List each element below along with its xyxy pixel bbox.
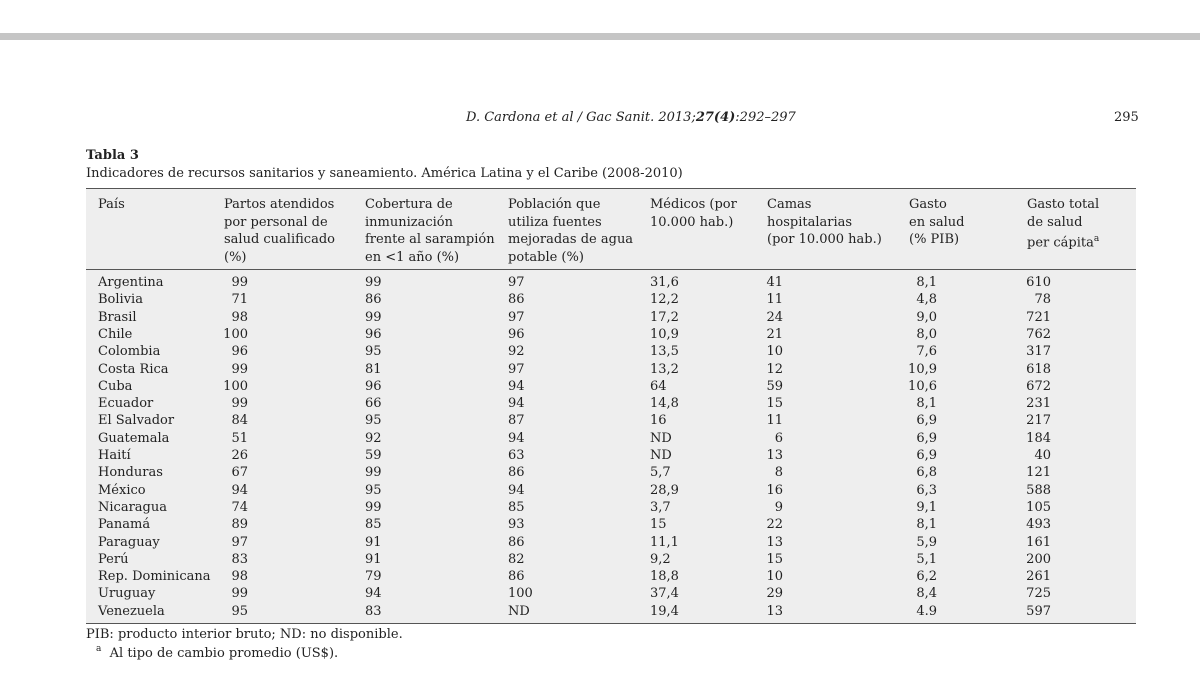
header-improved-water — [508, 196, 633, 266]
value-cell: 59 — [766, 378, 783, 394]
country-cell: Chile — [98, 326, 133, 342]
table-row — [86, 326, 1136, 343]
table-row — [86, 274, 1136, 291]
value-cell: 6,9 — [916, 430, 937, 446]
value-cell: 86 — [508, 292, 525, 308]
country-cell: Haití — [98, 448, 131, 463]
value-cell: 28,9 — [650, 482, 679, 498]
value-cell: 83 — [231, 551, 248, 567]
value-cell: ND — [508, 603, 530, 619]
country-cell: Cuba — [98, 378, 133, 394]
header-country — [98, 196, 125, 214]
value-cell: 12,2 — [650, 292, 679, 308]
table-row — [86, 378, 1136, 395]
header-line: Cobertura de — [365, 197, 453, 212]
header-line: (% PIB) — [909, 232, 960, 247]
value-cell: 610 — [1026, 275, 1051, 290]
value-cell: 105 — [1026, 499, 1051, 515]
header-rule — [86, 269, 1136, 270]
value-cell: 8,0 — [916, 326, 937, 342]
header-health-spending-gdp — [909, 196, 964, 249]
value-cell: 94 — [508, 378, 525, 394]
value-cell: 82 — [508, 551, 525, 567]
value-cell: 14,8 — [650, 396, 679, 412]
value-cell: 200 — [1026, 551, 1051, 567]
table-row — [86, 430, 1136, 447]
table-row — [86, 516, 1136, 533]
value-cell: 11 — [766, 292, 783, 308]
country-cell: Paraguay — [98, 534, 160, 550]
value-cell: 13 — [766, 603, 783, 619]
value-cell: 86 — [365, 292, 382, 308]
table-label: Tabla 3 — [86, 148, 139, 163]
country-cell: Colombia — [98, 344, 161, 360]
value-cell: 95 — [231, 603, 248, 619]
country-cell: Argentina — [98, 275, 164, 290]
table-row — [86, 447, 1136, 464]
country-cell: Venezuela — [98, 603, 165, 619]
country-cell: México — [98, 482, 146, 498]
running-header — [0, 110, 1200, 130]
value-cell: 99 — [365, 499, 382, 515]
value-cell: 66 — [365, 396, 382, 412]
country-cell: Rep. Dominicana — [98, 569, 211, 585]
value-cell: 121 — [1026, 465, 1051, 481]
data-table — [86, 188, 1136, 624]
value-cell: 26 — [231, 448, 248, 463]
country-cell: Costa Rica — [98, 361, 169, 377]
value-cell: 11 — [766, 413, 783, 429]
value-cell: 96 — [231, 344, 248, 360]
header-line-text: per cápita — [1027, 235, 1094, 251]
value-cell: 184 — [1026, 430, 1051, 446]
value-cell: 672 — [1026, 378, 1051, 394]
country-cell: Panamá — [98, 517, 151, 533]
value-cell: 8,4 — [916, 586, 937, 602]
value-cell: 37,4 — [650, 586, 679, 602]
table-row — [86, 395, 1136, 412]
table-row — [86, 361, 1136, 378]
header-line: salud cualificado — [224, 232, 335, 247]
value-cell: 10,6 — [908, 378, 937, 394]
value-cell: 13,5 — [650, 344, 679, 360]
value-cell: 8,1 — [916, 517, 937, 533]
value-cell: 22 — [766, 517, 783, 533]
value-cell: 9,1 — [916, 499, 937, 515]
country-cell: Guatemala — [98, 430, 170, 446]
value-cell: 8,1 — [916, 275, 937, 290]
footnote-currency-text: Al tipo de cambio promedio (US$). — [109, 646, 339, 661]
footnote-currency — [96, 646, 338, 661]
value-cell: 41 — [766, 275, 783, 290]
country-cell: Honduras — [98, 465, 163, 481]
header-line — [1027, 231, 1099, 252]
value-cell: 721 — [1026, 309, 1051, 325]
value-cell: 15 — [650, 517, 667, 533]
value-cell: 97 — [508, 309, 525, 325]
value-cell: 97 — [508, 361, 525, 377]
value-cell: 725 — [1026, 586, 1051, 602]
value-cell: 11,1 — [650, 534, 679, 550]
value-cell: 94 — [508, 482, 525, 498]
value-cell: 74 — [231, 499, 248, 515]
header-line: Gasto total — [1027, 197, 1100, 212]
value-cell: 92 — [508, 344, 525, 360]
value-cell: 99 — [231, 586, 248, 602]
value-cell: 10 — [766, 344, 783, 360]
value-cell: ND — [650, 430, 672, 446]
value-cell: 31,6 — [650, 275, 679, 290]
value-cell: 86 — [508, 569, 525, 585]
header-line: en <1 año (%) — [365, 249, 460, 265]
value-cell: 96 — [365, 326, 382, 342]
value-cell: 64 — [650, 378, 667, 394]
value-cell: 91 — [365, 534, 382, 550]
value-cell: 99 — [231, 275, 248, 290]
value-cell: 10 — [766, 569, 783, 585]
header-line: por personal de — [224, 214, 328, 230]
value-cell: 5,7 — [650, 465, 671, 481]
country-cell: Nicaragua — [98, 499, 167, 515]
value-cell: 83 — [365, 603, 382, 619]
header-line: (por 10.000 hab.) — [767, 232, 882, 247]
value-cell: 89 — [231, 517, 248, 533]
header-line: de salud — [1027, 214, 1083, 230]
value-cell: 63 — [508, 448, 525, 463]
table-row — [86, 343, 1136, 360]
value-cell: 92 — [365, 430, 382, 446]
value-cell: 6,9 — [916, 413, 937, 429]
value-cell: 100 — [508, 586, 533, 602]
country-cell: Ecuador — [98, 396, 154, 412]
value-cell: 597 — [1026, 603, 1051, 619]
value-cell: 98 — [231, 309, 248, 325]
value-cell: 94 — [231, 482, 248, 498]
table-row — [86, 499, 1136, 516]
value-cell: 94 — [508, 396, 525, 412]
value-cell: 9,2 — [650, 551, 671, 567]
value-cell: 317 — [1026, 344, 1051, 360]
viewer-top-bar — [0, 33, 1200, 40]
value-cell: 95 — [365, 482, 382, 498]
value-cell: 6,8 — [916, 465, 937, 481]
header-line: 10.000 hab.) — [650, 214, 734, 230]
value-cell: 16 — [766, 482, 783, 498]
value-cell: 96 — [365, 378, 382, 394]
table-row — [86, 464, 1136, 481]
value-cell: 81 — [365, 361, 382, 377]
header-line: hospitalarias — [767, 214, 853, 230]
header-line: Población que — [508, 197, 601, 212]
value-cell: 10,9 — [908, 361, 937, 377]
country-cell: Perú — [98, 551, 129, 567]
value-cell: 100 — [223, 378, 248, 394]
value-cell: 95 — [365, 344, 382, 360]
header-line: potable (%) — [508, 249, 584, 265]
value-cell: 4.9 — [916, 603, 937, 619]
table-row — [86, 482, 1136, 499]
journal-citation: D. Cardona et al / Gac Sanit. 2013;27(4):292–297 — [466, 110, 796, 125]
value-cell: 97 — [508, 275, 525, 290]
table-row — [86, 412, 1136, 429]
value-cell: 3,7 — [650, 499, 671, 515]
header-line: inmunización — [365, 214, 453, 230]
table-caption: Indicadores de recursos sanitarios y saneamiento. América Latina y el Caribe (2008-2010) — [86, 166, 683, 181]
value-cell: 87 — [508, 413, 525, 429]
value-cell: 85 — [365, 517, 382, 533]
value-cell: 17,2 — [650, 309, 679, 325]
header-line: utiliza fuentes — [508, 214, 602, 230]
value-cell: 9,0 — [916, 309, 937, 325]
value-cell: 79 — [365, 569, 382, 585]
page-number: 295 — [1114, 110, 1139, 125]
value-cell: 97 — [231, 534, 248, 550]
value-cell: 762 — [1026, 326, 1051, 342]
value-cell: 161 — [1026, 534, 1051, 550]
value-cell: 10,9 — [650, 326, 679, 342]
value-cell: 99 — [365, 309, 382, 325]
header-line: País — [98, 197, 125, 212]
value-cell: 618 — [1026, 361, 1051, 377]
footnote-mark: a — [1093, 234, 1100, 244]
country-cell: El Salvador — [98, 413, 175, 429]
value-cell: 29 — [766, 586, 783, 602]
value-cell: 13 — [766, 448, 783, 463]
value-cell: 261 — [1026, 569, 1051, 585]
value-cell: 5,1 — [916, 551, 937, 567]
value-cell: 99 — [231, 361, 248, 377]
table-row — [86, 291, 1136, 308]
header-physicians — [650, 196, 737, 231]
value-cell: 99 — [365, 275, 382, 290]
header-line: (%) — [224, 249, 247, 265]
value-cell: 71 — [231, 292, 248, 308]
value-cell: 21 — [766, 326, 783, 342]
table-row — [86, 551, 1136, 568]
table-row — [86, 568, 1136, 585]
value-cell: 18,8 — [650, 569, 679, 585]
value-cell: 13,2 — [650, 361, 679, 377]
value-cell: 78 — [1034, 292, 1051, 308]
value-cell: 493 — [1026, 517, 1051, 533]
country-cell: Uruguay — [98, 586, 156, 602]
footnote-abbreviations: PIB: producto interior bruto; ND: no disponible. — [86, 627, 403, 642]
header-health-spending-per-capita — [1027, 196, 1099, 252]
header-measles-immunization — [365, 196, 495, 266]
value-cell: 96 — [508, 326, 525, 342]
value-cell: 85 — [508, 499, 525, 515]
value-cell: 51 — [231, 430, 248, 446]
header-line: frente al sarampión — [365, 232, 495, 247]
value-cell: 15 — [766, 396, 783, 412]
value-cell: 99 — [231, 396, 248, 412]
value-cell: 94 — [508, 430, 525, 446]
value-cell: 7,6 — [916, 344, 937, 360]
value-cell: 8,1 — [916, 396, 937, 412]
value-cell: 91 — [365, 551, 382, 567]
value-cell: 6,9 — [916, 448, 937, 463]
value-cell: 6,2 — [916, 569, 937, 585]
value-cell: 99 — [365, 465, 382, 481]
value-cell: 9 — [774, 499, 783, 515]
value-cell: 100 — [223, 326, 248, 342]
value-cell: 15 — [766, 551, 783, 567]
value-cell: 8 — [774, 465, 783, 481]
header-births-attended — [224, 196, 335, 266]
table-row — [86, 534, 1136, 551]
value-cell: 6,3 — [916, 482, 937, 498]
value-cell: 13 — [766, 534, 783, 550]
value-cell: 59 — [365, 448, 382, 463]
table-row — [86, 585, 1136, 602]
value-cell: 86 — [508, 534, 525, 550]
value-cell: 588 — [1026, 482, 1051, 498]
value-cell: 86 — [508, 465, 525, 481]
country-cell: Bolivia — [98, 292, 143, 308]
header-line: Gasto — [909, 197, 947, 212]
header-line: mejoradas de agua — [508, 232, 634, 247]
value-cell: 16 — [650, 413, 667, 429]
footnote-mark: a — [96, 644, 102, 654]
value-cell: 231 — [1026, 396, 1051, 412]
value-cell: 98 — [231, 569, 248, 585]
header-line: Camas — [767, 197, 812, 212]
value-cell: 67 — [231, 465, 248, 481]
header-line: en salud — [909, 214, 965, 230]
value-cell: 95 — [365, 413, 382, 429]
value-cell: 40 — [1034, 448, 1051, 463]
value-cell: 94 — [365, 586, 382, 602]
value-cell: ND — [650, 448, 672, 463]
table-row — [86, 603, 1136, 620]
value-cell: 84 — [231, 413, 248, 429]
value-cell: 217 — [1026, 413, 1051, 429]
country-cell: Brasil — [98, 309, 137, 325]
value-cell: 93 — [508, 517, 525, 533]
header-hospital-beds — [767, 196, 882, 249]
header-line: Partos atendidos — [224, 197, 335, 212]
value-cell: 24 — [766, 309, 783, 325]
value-cell: 12 — [766, 361, 783, 377]
table-row — [86, 309, 1136, 326]
header-line: Médicos (por — [650, 197, 737, 212]
value-cell: 4,8 — [916, 292, 937, 308]
value-cell: 6 — [774, 430, 783, 446]
value-cell: 5,9 — [916, 534, 937, 550]
value-cell: 19,4 — [650, 603, 679, 619]
